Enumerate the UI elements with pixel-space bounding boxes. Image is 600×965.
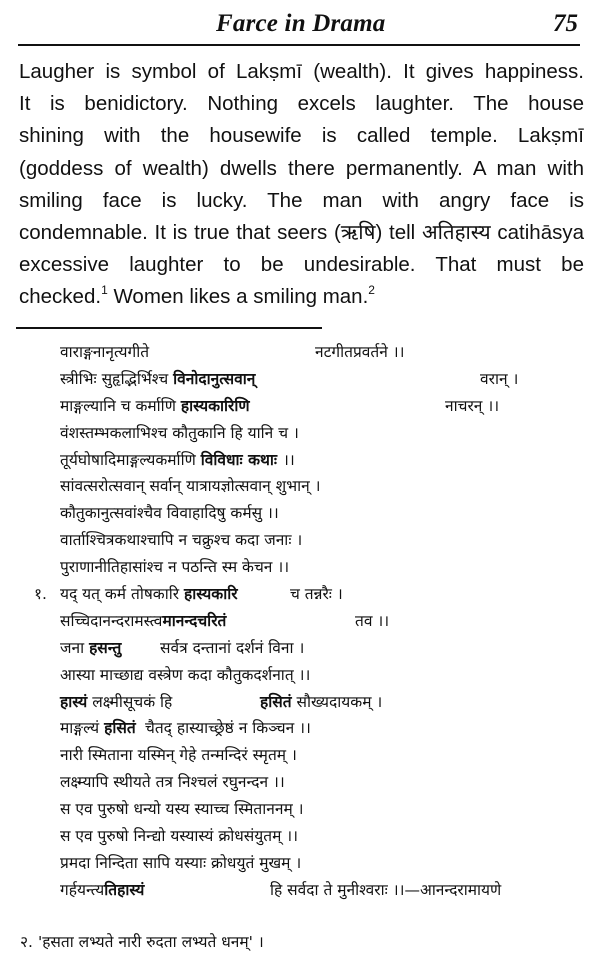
verse-text: गर्हयन्त्य: [60, 880, 105, 899]
verse-text: [290, 581, 343, 608]
verse-text: [60, 689, 172, 716]
verse-text: [315, 339, 405, 366]
verse-line: [0, 769, 600, 796]
verse-text: सच्चिदानन्दरामस्त्व: [60, 611, 163, 630]
verse-text: [60, 662, 310, 689]
verse-text: लक्ष्म्यापि स्थीयते तत्र निश्चलं रघुनन्दन ।।: [60, 773, 285, 792]
footnote-marker: 2: [368, 283, 375, 298]
footnote-divider: [16, 327, 322, 329]
verse-text: सौख्यदायकम् ।: [296, 692, 383, 711]
prose-text: checked.: [19, 285, 102, 309]
verse-text: जना: [60, 638, 85, 657]
verse-emphasis: हसितं: [104, 719, 136, 738]
verse-emphasis: हास्यकारि: [184, 585, 238, 604]
verse-text: सांवत्सरोत्सवान् सर्वान् यात्रायज्ञोत्सवान् शुभान् ।: [60, 477, 321, 496]
verse-text: [60, 581, 238, 608]
body-paragraph: [19, 56, 584, 314]
prose-line: (goddess of wealth) dwells there permanently. A man with: [19, 156, 584, 180]
verse-emphasis: विविधाः कथाः: [200, 450, 278, 469]
verse-text: [355, 608, 389, 635]
prose-line: Laugher is symbol of Lakṣmī (wealth). It gives happiness.: [19, 60, 584, 83]
verse-text: नारी स्मिताना यस्मिन् गेहे तन्मन्दिरं स्मृतम् ।: [60, 746, 297, 765]
prose-line: [19, 281, 584, 313]
verse-line: [0, 742, 600, 769]
verse-line: [0, 500, 600, 527]
verse-text: हि सर्वदा ते मुनीश्वराः ।।—आनन्दरामायणे: [270, 880, 502, 899]
prose-line: excessive laughter to be undesirable. That must be: [19, 253, 584, 277]
running-header: [18, 6, 580, 46]
verse-text: स एव पुरुषो निन्द्यो यस्यास्यं क्रोधसंयुतम् ।।: [60, 827, 299, 846]
verse-text: तव ।।: [355, 611, 390, 630]
verse-text: प्रमदा निन्दिता सापि यस्याः क्रोधयुतं मुखम् ।: [60, 853, 302, 872]
prose-text: Women likes a smiling man.: [107, 285, 369, 309]
verse-text: [445, 393, 499, 420]
verse-line: [0, 608, 600, 635]
footnote-text: 'हसता लभ्यते नारी रुदता लभ्यते धनम्' ।: [37, 933, 264, 951]
verse-text: [60, 473, 321, 500]
verse-text: पुराणानीतिहासांश्च न पठन्ति स्म केचन ।।: [60, 558, 290, 577]
verse-line: [0, 635, 600, 662]
verse-text: [60, 635, 121, 662]
prose-line: smiling face is lucky. The man with angry face is: [19, 188, 584, 212]
verse-line: [0, 393, 600, 420]
verse-emphasis: मानन्दचरितं: [162, 611, 227, 630]
verse-line: [0, 473, 600, 500]
verse-text: ।।: [283, 450, 295, 469]
verse-text: सर्वत्र दन्तानां दर्शनं विना ।: [160, 638, 305, 657]
verse-text: [60, 823, 298, 850]
verse-line: [0, 366, 600, 393]
verse-text: [160, 635, 304, 662]
verse-number: १.: [34, 585, 47, 604]
verse-text: माङ्गल्यानि च कर्माणि: [60, 396, 176, 415]
verse-line: [0, 715, 600, 742]
verse-emphasis: हास्यं: [60, 692, 88, 711]
verse-text: [60, 420, 299, 447]
verse-emphasis: तिहास्यं: [104, 880, 145, 899]
verse-line: [0, 662, 600, 689]
verse-text: [260, 689, 382, 716]
verse-text: [270, 877, 501, 904]
verse-text: [145, 715, 311, 742]
verse-text: [480, 366, 518, 393]
verse-text: [60, 877, 144, 904]
verse-line: [0, 850, 600, 877]
prose-line: It is benidictory. Nothing excels laughter. The house: [19, 92, 584, 116]
verse-text: यद् यत् कर्म तोषकारि: [60, 585, 180, 604]
prose-line: condemnable. It is true that seers (ऋषि) tell अतिहास्य catihāsya: [19, 221, 584, 245]
verse-line: [0, 796, 600, 823]
prose-line: shining with the housewife is called temple. Lakṣmī: [19, 124, 584, 148]
verse-text: स्त्रीभिः सुहृद्भिर्भिश्च: [60, 369, 169, 388]
verse-text: [60, 769, 285, 796]
verse-line: [0, 877, 600, 904]
verse-text: [60, 608, 226, 635]
verse-line: [0, 420, 600, 447]
verse-emphasis: हसितं: [260, 692, 292, 711]
verse-text: [60, 393, 250, 420]
page-number: 75: [553, 10, 578, 37]
verse-line: [0, 339, 600, 366]
verse-text: [60, 366, 255, 393]
sanskrit-verses: [0, 339, 600, 904]
verse-text: वंशस्तम्भकलाभिश्च कौतुकानि हि यानि च ।: [60, 423, 299, 442]
verse-text: स एव पुरुषो धन्यो यस्य स्याच्च स्मिताननम् ।: [60, 800, 304, 819]
running-title: Farce in Drama: [216, 10, 386, 37]
verse-text: लक्ष्मीसूचकं हि: [92, 692, 173, 711]
verse-text: [60, 339, 149, 366]
verse-text: [60, 554, 289, 581]
verse-text: वरान् ।: [480, 369, 519, 388]
verse-emphasis: हसन्तु: [89, 638, 122, 657]
verse-text: आस्या माच्छाद्य वस्त्रेण कदा कौतुकदर्शनात् ।।: [60, 665, 311, 684]
verse-text: [60, 796, 304, 823]
footnote-number: २.: [20, 933, 33, 951]
verse-text: [60, 527, 302, 554]
verse-line: [0, 554, 600, 581]
verse-text: नटगीतप्रवर्तने ।।: [315, 343, 405, 361]
verse-text: [60, 500, 279, 527]
verse-text: चैतद् हास्याच्छ्रेष्ठं न किञ्चन ।।: [145, 719, 311, 738]
verse-line: [0, 689, 600, 716]
verse-emphasis: विनोदानुत्सवान्: [173, 369, 256, 388]
verse-emphasis: हास्यकारिणि: [180, 396, 250, 415]
verse-text: माङ्गल्यं: [60, 719, 100, 738]
verse-line: [0, 823, 600, 850]
verse-text: [60, 850, 301, 877]
verse-text: [60, 742, 297, 769]
verse-text: [60, 447, 295, 474]
verse-line: [0, 581, 600, 608]
verse-text: च तन्नरैः ।: [290, 585, 343, 604]
verse-text: वार्ताश्चित्रकथाश्चापि न चक्रुश्च कदा जनाः ।: [60, 531, 303, 550]
verse-text: [283, 451, 295, 469]
verse-line: [0, 447, 600, 474]
verse-text: [60, 715, 136, 742]
verse-text: कौतुकानुत्सवांश्चैव विवाहादिषु कर्मसु ।।: [60, 504, 279, 523]
footnote-2: [20, 930, 264, 952]
verse-text: वाराङ्गनानृत्यगीते: [60, 343, 150, 361]
verse-text: तूर्यघोषादिमाङ्गल्यकर्माणि: [60, 450, 196, 469]
footnote-marker: 1: [101, 283, 108, 298]
verse-text: नाचरन् ।।: [445, 396, 500, 415]
verse-line: [0, 527, 600, 554]
